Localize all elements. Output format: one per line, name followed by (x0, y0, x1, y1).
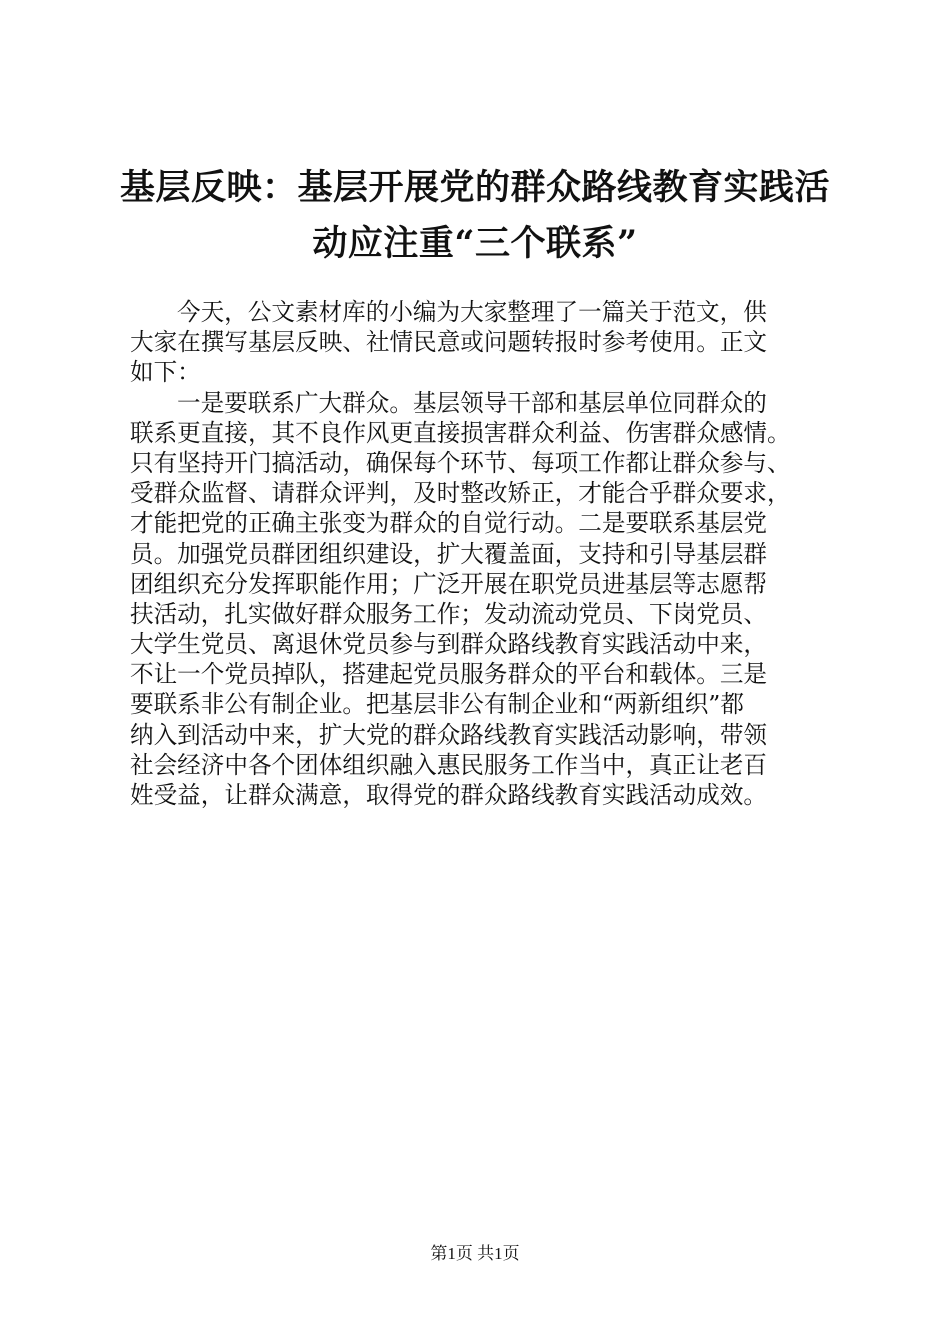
body-line: 团组织充分发挥职能作用；广泛开展在职党员进基层等志愿帮 (130, 569, 768, 598)
body-line: 大学生党员、离退休党员参与到群众路线教育实践活动中来， (130, 630, 768, 659)
body-line: 员。加强党员群团组织建设，扩大覆盖面，支持和引导基层群 (130, 539, 768, 568)
page-footer: 第1页 共1页 (430, 1244, 520, 1263)
body-line: 今天，公文素材库的小编为大家整理了一篇关于范文，供 (177, 298, 767, 326)
body-line: 如下： (130, 358, 201, 387)
body-line: 才能把党的正确主张变为群众的自觉行动。二是要联系基层党 (130, 509, 768, 538)
title-line-1: 基层反映：基层开展党的群众路线教育实践活 (119, 167, 830, 208)
document-body (130, 297, 830, 810)
title-line-2: 动应注重“三个联系” (312, 223, 638, 264)
body-line: 扶活动，扎实做好群众服务工作；发动流动党员、下岗党员、 (130, 599, 768, 628)
body-line: 联系更直接，其不良作风更直接损害群众利益、伤害群众感情。 (130, 418, 791, 447)
body-line: 大家在撰写基层反映、社情民意或问题转报时参考使用。正文 (130, 328, 768, 357)
body-line: 一是要联系广大群众。基层领导干部和基层单位同群众的 (177, 388, 767, 417)
body-line: 只有坚持开门搞活动，确保每个环节、每项工作都让群众参与、 (130, 448, 791, 477)
body-line: 姓受益，让群众满意，取得党的群众路线教育实践活动成效。 (130, 781, 768, 809)
document-title (110, 160, 840, 272)
body-line: 纳入到活动中来，扩大党的群众路线教育实践活动影响，带领 (130, 720, 768, 749)
body-line: 要联系非公有制企业。把基层非公有制企业和“两新组织”都 (130, 690, 744, 719)
body-line: 社会经济中各个团体组织融入惠民服务工作当中，真正让老百 (130, 750, 768, 779)
body-line: 不让一个党员掉队，搭建起党员服务群众的平台和载体。三是 (130, 660, 768, 689)
body-line: 受群众监督、请群众评判，及时整改矫正，才能合乎群众要求， (130, 479, 791, 508)
